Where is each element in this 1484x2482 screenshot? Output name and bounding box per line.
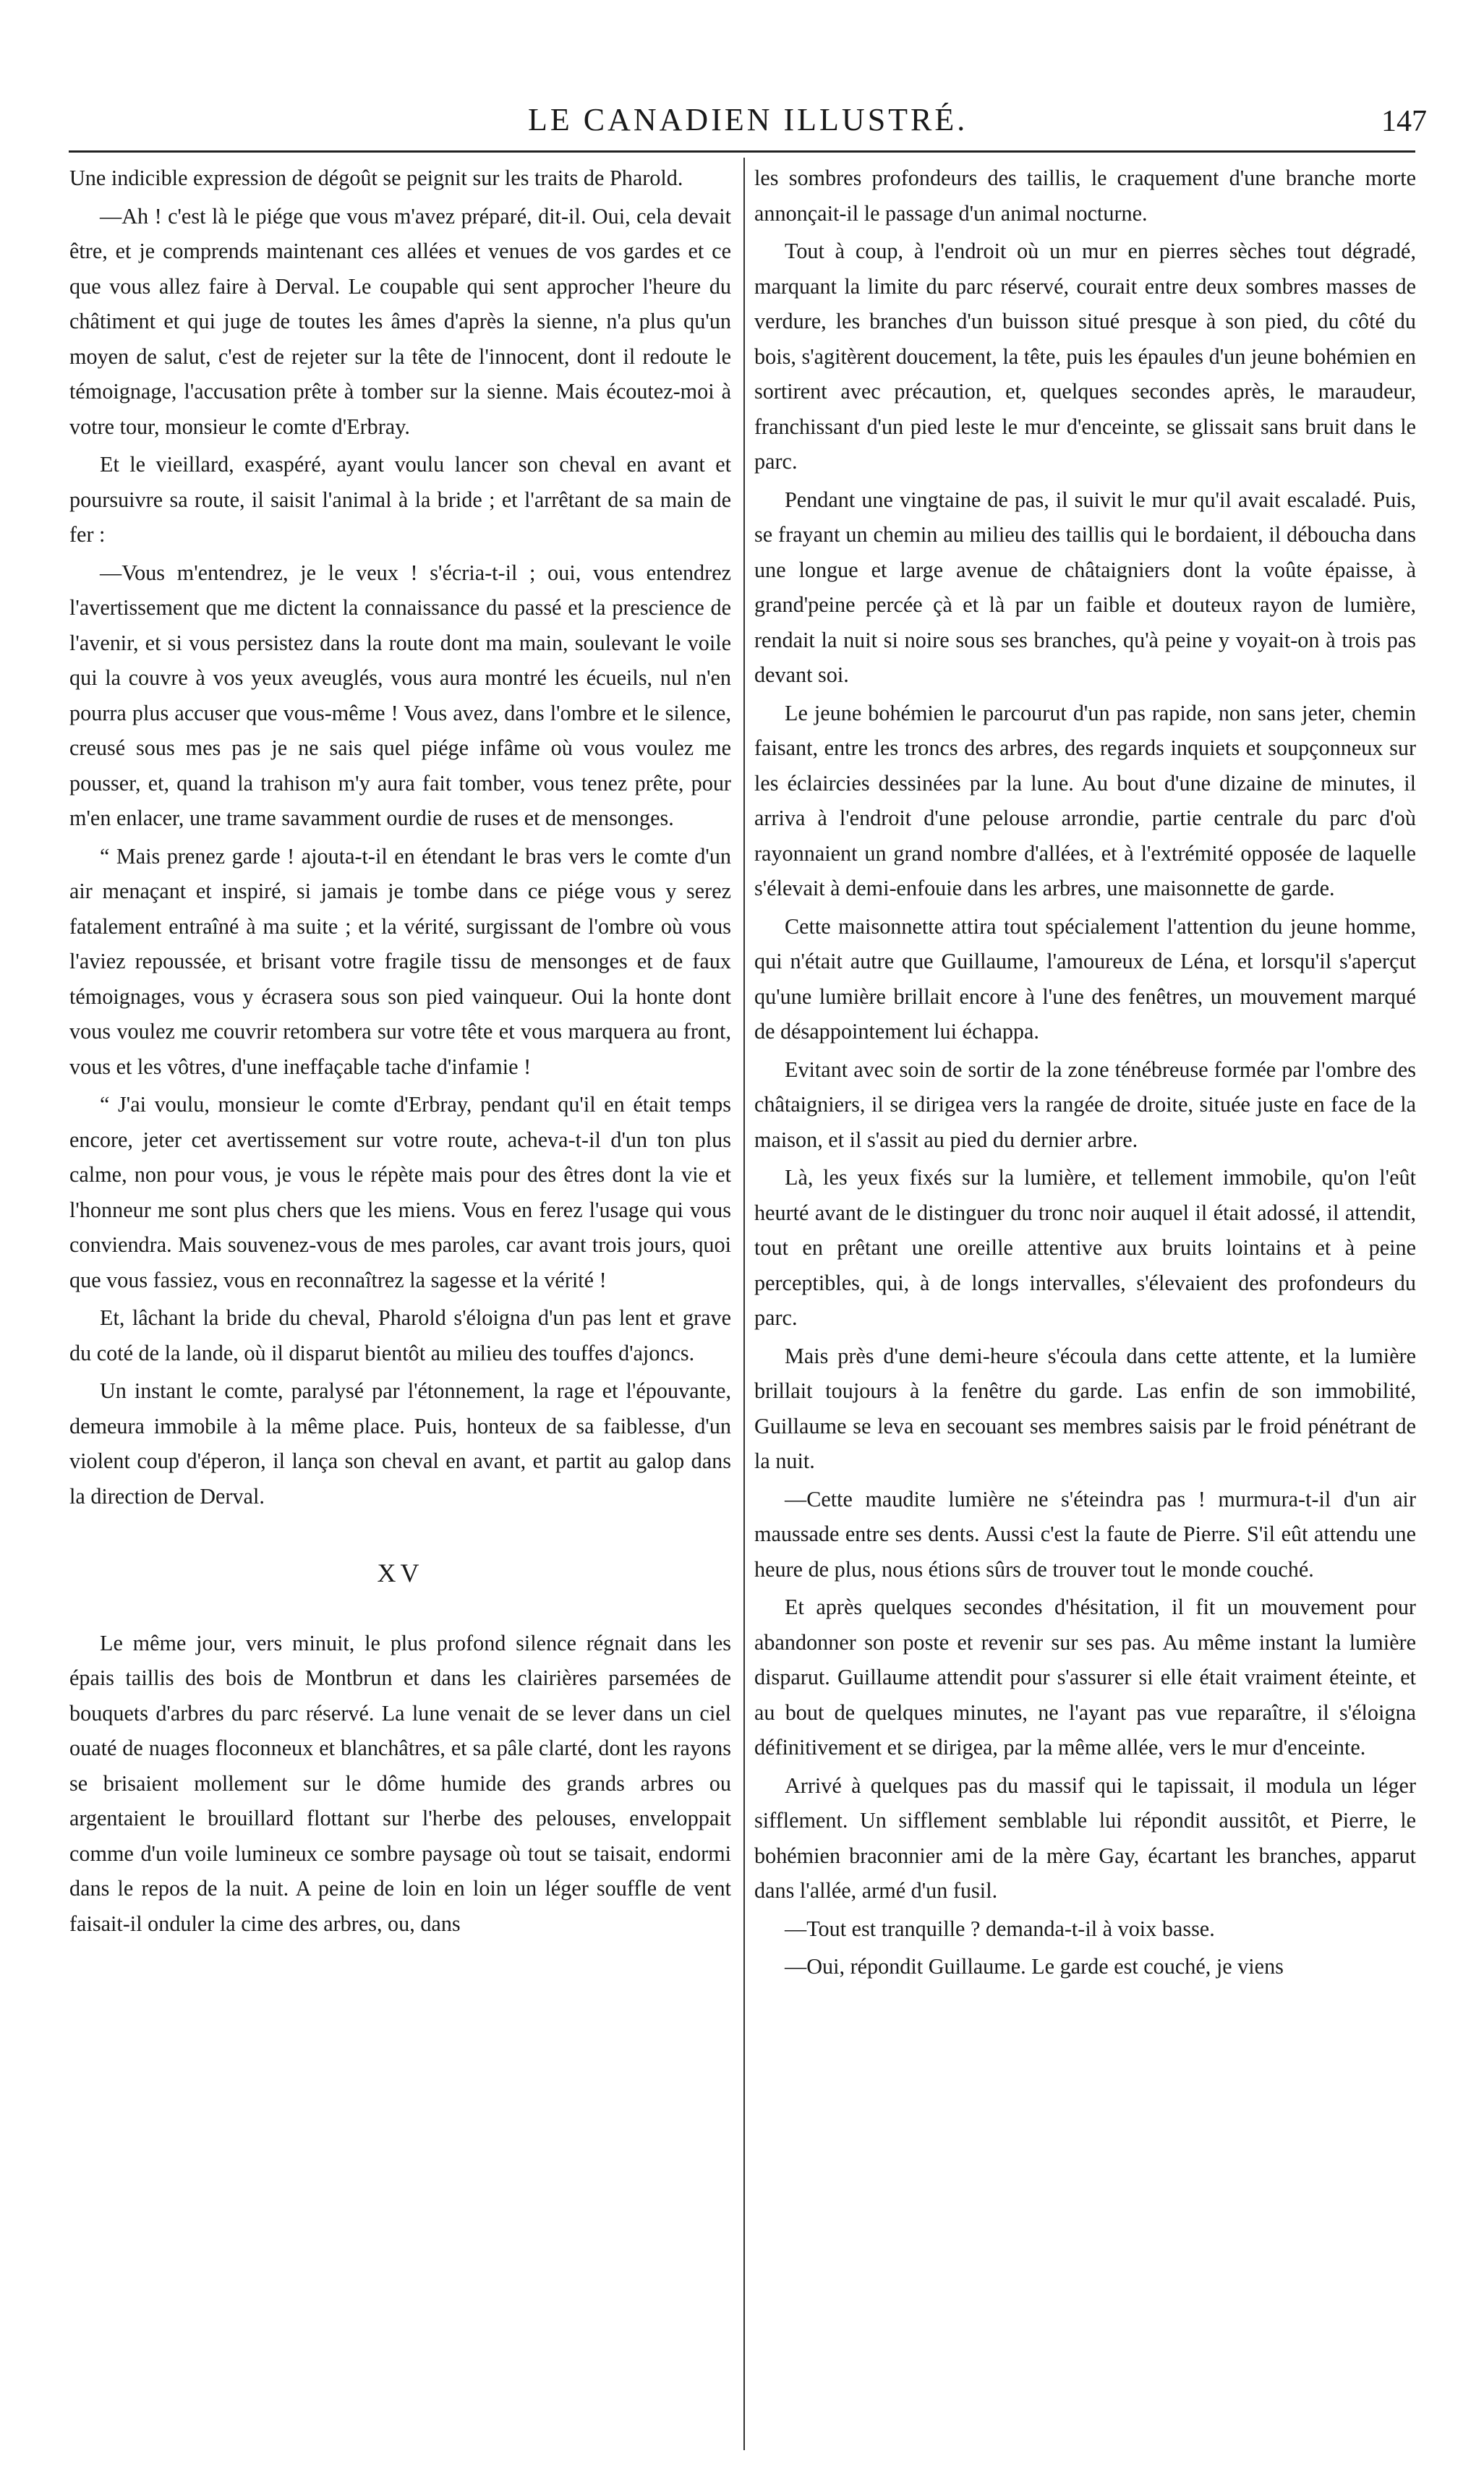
paragraph: Un instant le comte, paralysé par l'étonnement, la rage et l'épouvante, demeura immobile à la même place. Puis, honteux de sa faiblesse, d'un violent coup d'éperon, il lança son cheval en avant, et partit au galop dans la direction de Derval. <box>69 1378 731 1509</box>
paragraph: les sombres profondeurs des taillis, le craquement d'une branche morte annonçait-il le passage d'un animal nocturne. <box>754 166 1416 226</box>
running-title: LE CANADIEN ILLUSTRÉ. <box>528 102 968 137</box>
paragraph: “ J'ai voulu, monsieur le comte d'Erbray, pendant qu'il en était temps encore, jeter cet avertissement sur votre route, acheva-t-il d'un ton plus calme, non pour vous, je vous le répète mais pour des êtres dont la vie et l'honneur me sont plus chers que les miens. Vous en ferez l'usage qui vous conviendra. Mais souvenez-vous de mes paroles, car avant trois jours, quoi que vous fassiez, vous en reconnaîtrez la sagesse et la vérité ! <box>69 1092 731 1292</box>
paragraph: Et le vieillard, exaspéré, ayant voulu lancer son cheval en avant et poursuivre sa route, il saisit l'animal à la bride ; et l'arrêtant de sa main de fer : <box>69 452 731 547</box>
paragraph: —Ah ! c'est là le piége que vous m'avez préparé, dit-il. Oui, cela devait être, et je comprends maintenant ces allées et venues de vos gardes et ce que vous allez faire à Derval. Le coupable qui sent approcher l'heure du châtiment et qui juge de toutes les âmes d'après la sienne, n'a plus qu'un moyen de salut, c'est de rejeter sur la tête de l'innocent, dont il redoute le témoignage, l'accusation prête à tomber sur la sienne. Mais écoutez-moi à votre tour, monsieur le comte d'Erbray. <box>69 203 731 439</box>
paragraph: —Tout est tranquille ? demanda-t-il à voix basse. <box>785 1916 1215 1941</box>
paragraph: Et après quelques secondes d'hésitation, il fit un mouvement pour abandonner son poste et revenir sur ses pas. Au même instant la lumière disparut. Guillaume attendit pour s'assurer si elle était vraiment éteinte, et au bout de quelques minutes, ne l'ayant pas vue reparaître, il s'éloigna définitivement et se dirigea, par la même allée, vers le mur d'enceinte. <box>754 1595 1416 1760</box>
paragraph: —Oui, répondit Guillaume. Le garde est couché, je viens <box>785 1954 1284 1979</box>
paragraph: —Vous m'entendrez, je le veux ! s'écria-t-il ; oui, vous entendrez l'avertissement que me dictent la connaissance du passé et la prescience de l'avenir, et si vous persistez dans la route dont ma main, soulevant le voile qui la couvre à vos yeux aveuglés, vous aura montré les écueils, nul n'en pourra plus accuser que vous-même ! Vous avez, dans l'ombre et le silence, creusé sous mes pas je ne sais quel piége infâme où vous voulez me pousser, et, quand la trahison m'y aura fait tomber, vous tenez prête, pour m'en enlacer, une trame savamment ourdie de ruses et de mensonges. <box>69 560 731 830</box>
paragraph: Pendant une vingtaine de pas, il suivit le mur qu'il avait escaladé. Puis, se frayant un chemin au milieu des taillis qui le bordaient, il déboucha dans une longue et large avenue de châtaigniers dont la voûte épaisse, à grand'peine percée çà et là par un faible et douteux rayon de lumière, rendait la nuit si noire sous ses branches, qu'à peine y voyait-on à trois pas devant soi. <box>754 487 1416 687</box>
page-number: 147 <box>1381 105 1427 138</box>
paragraph: Et, lâchant la bride du cheval, Pharold s'éloigna d'un pas lent et grave du coté de la lande, où il disparut bientôt au milieu des touffes d'ajoncs. <box>69 1305 731 1365</box>
column-divider <box>743 158 745 2450</box>
paragraph: —Cette maudite lumière ne s'éteindra pas ! murmura-t-il d'un air maussade entre ses dents. Aussi c'est la faute de Pierre. S'il eût attendu une heure de plus, nous étions sûrs de trouver tout le monde couché. <box>754 1486 1416 1582</box>
chapter-heading: XV <box>377 1558 424 1587</box>
right-column <box>754 161 1416 2446</box>
page-header <box>0 85 1484 143</box>
paragraph: Evitant avec soin de sortir de la zone ténébreuse formée par l'ombre des châtaigniers, il se dirigea vers la rangée de droite, située juste en face de la maison, et il s'assit au pied du dernier arbre. <box>754 1057 1416 1152</box>
paragraph: Mais près d'une demi-heure s'écoula dans cette attente, et la lumière brillait toujours à la fenêtre du garde. Las enfin de son immobilité, Guillaume se leva en secouant ses membres saisis par le froid pénétrant de la nuit. <box>754 1343 1416 1473</box>
header-rule <box>69 150 1415 153</box>
paragraph: Cette maisonnette attira tout spécialement l'attention du jeune homme, qui n'était autre que Guillaume, l'amoureux de Léna, et lorsqu'il s'aperçut qu'une lumière brillait encore à l'une des fenêtres, un mouvement marqué de désappointement lui échappa. <box>754 913 1416 1044</box>
left-column <box>69 161 731 2446</box>
paragraph: Le jeune bohémien le parcourut d'un pas rapide, non sans jeter, chemin faisant, entre les troncs des arbres, des regards inquiets et soupçonneux sur les éclaircies dessinées par la lune. Au bout d'une dizaine de minutes, il arriva à l'endroit d'une pelouse arrondie, partie centrale du parc d'où rayonnaient un grand nombre d'allées, et à l'extrémité opposée de laquelle s'élevait à demi-enfouie dans les arbres, une maisonnette de garde. <box>754 700 1416 900</box>
paragraph: Le même jour, vers minuit, le plus profond silence régnait dans les épais taillis des bois de Montbrun et dans les clairières parsemées de bouquets d'arbres du parc réservé. La lune venait de se lever dans un ciel ouaté de nuages floconneux et blanchâtres, et sa pâle clarté, dont les rayons se brisaient mollement sur le dôme humide des grands arbres ou argentaient le brouillard flottant sur l'herbe des pelouses, enveloppait comme d'un voile lumineux ce sombre paysage où tout se taisait, endormi dans le repos de la nuit. A peine de loin en loin un léger souffle de vent faisait-il onduler la cime des arbres, ou, dans <box>69 1630 731 1936</box>
paragraph: Tout à coup, à l'endroit où un mur en pierres sèches tout dégradé, marquant la limite du parc réservé, courait entre deux sombres masses de verdure, les branches d'un buisson situé presque à son pied, du côté du bois, s'agitèrent doucement, la tête, puis les épaules d'un jeune bohémien en sortirent avec précaution, et, quelques secondes après, le maraudeur, franchissant d'un pied leste le mur d'enceinte, se glissait sans bruit dans le parc. <box>754 239 1416 474</box>
paragraph: Une indicible expression de dégoût se peignit sur les traits de Pharold. <box>69 166 683 190</box>
paragraph: Arrivé à quelques pas du massif qui le tapissait, il modula un léger sifflement. Un sifflement semblable lui répondit aussitôt, et Pierre, le bohémien braconnier ami de la mère Gay, écartant les branches, apparut dans l'allée, armé d'un fusil. <box>754 1773 1416 1903</box>
paragraph: “ Mais prenez garde ! ajouta-t-il en étendant le bras vers le comte d'un air menaçant et inspiré, si jamais je tombe dans ce piége vous y serez fatalement entraîné à ma suite ; et la vérité, surgissant de l'ombre où vous l'aviez repoussée, et brisant votre fragile tissu de mensonges et de faux témoignages, vous y écrasera sous son pied vainqueur. Oui la honte dont vous voulez me couvrir retombera sur votre tête et vous marquera au front, vous et les vôtres, d'une ineffaçable tache d'infamie ! <box>69 843 731 1079</box>
paragraph: Là, les yeux fixés sur la lumière, et tellement immobile, qu'on l'eût heurté avant de le distinguer du tronc noir auquel il était adossé, il attendit, tout en prêtant une oreille attentive aux bruits lointains et à peine perceptibles, qui, à de longs intervalles, s'élevaient des profondeurs du parc. <box>754 1165 1416 1330</box>
